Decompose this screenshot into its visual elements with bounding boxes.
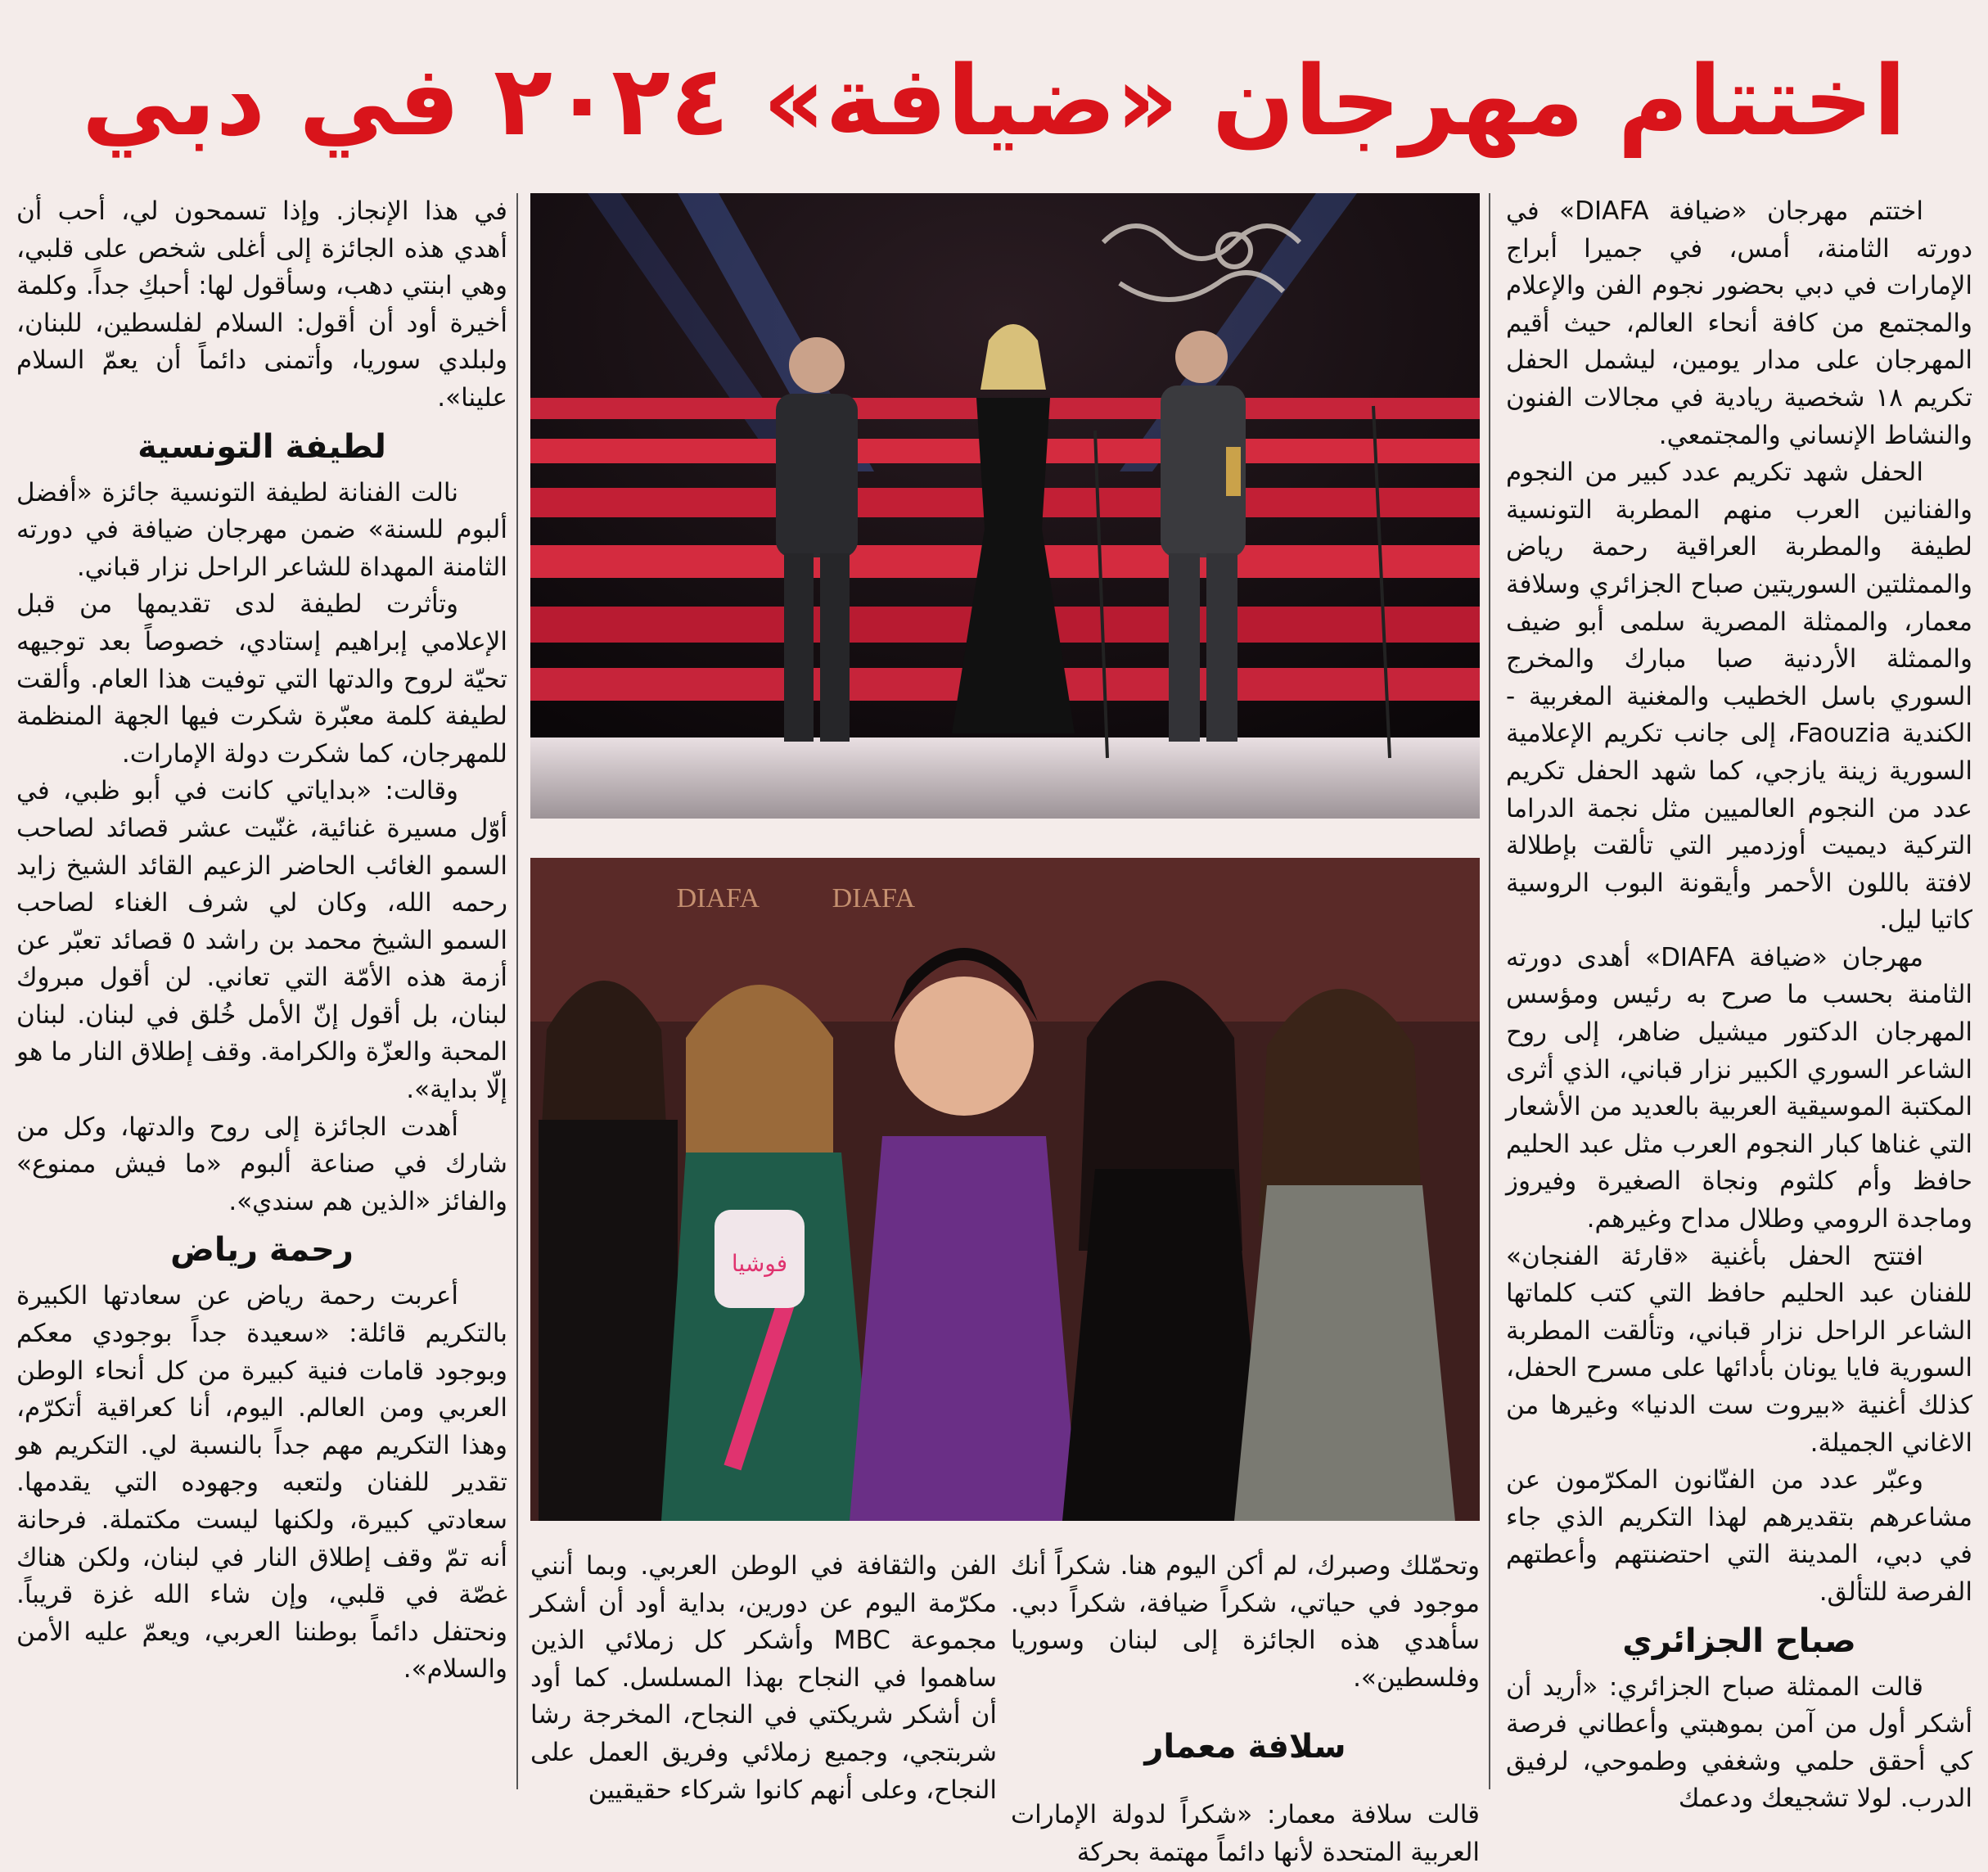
paragraph: الحفل شهد تكريم عدد كبير من النجوم والفنانين العرب منهم المطربة التونسية لطيفة والمطربة العراقية رحمة رياض والممثلتين السوريتين صباح الجزائري وسلافة معمار، والممثلة المصرية سلمى أبو ضيف والممثلة الأردنية صبا مبارك والمخرج السوري باسل الخطيب والمغنية المغربية - الكندية Faouzia، إلى جانب تكريم الإعلامية السورية زينة يازجي، كما شهد الحفل تكريم عدد من النجوم العالميين مثل نجمة الدراما التركية ديميت أوزدمير التي تألقت بإطلالة لافتة باللون الأحمر وأيقونة البوب الروسية كاتيا ليل.: [1506, 458, 1972, 936]
paragraph: وقالت: «بداياتي كانت في أبو ظبي، في أوّل مسيرة غنائية، غنّيت عشر قصائد لصاحب السمو الغائب الحاضر الزعيم القائد الشيخ زايد رحمه الله، وكان لي شرف الغناء لصاحب السمو الشيخ محمد بن راشد ٥ قصائد تعبّر عن أزمة هذه الأمّة التي تعاني. لن أقول مبروك لبنان، بل أقول إنّ الأمل خُلق في لبنان. لبنان المحبة والعزّة والكرامة. وقف إطلاق النار ما هو إلّا بداية».: [16, 776, 507, 1105]
paragraph: قالت سلافة معمار: «شكراً لدولة الإمارات العربية المتحدة لأنها دائماً مهتمة بحركة: [1011, 1800, 1480, 1867]
stage-photo: [530, 193, 1480, 819]
red-carpet-photo: [530, 858, 1480, 1521]
page-title: اختتام مهرجان «ضيافة» ٢٠٢٤ في دبي: [81, 44, 1907, 157]
paragraph: في هذا الإنجاز. وإذا تسمحون لي، أحب أن أهدي هذه الجائزة إلى أغلى شخص على قلبي، وهي ابنتي دهب، وسأقول لها: أحبكِ جداً. وكلمة أخيرة أود أن أقول: السلام لفلسطين، للبنان، ولبلدي سوريا، وأتمنى دائماً أن يعمّ السلام علينا».: [16, 196, 507, 413]
paragraph: افتتح الحفل بأغنية «قارئة الفنجان» للفنان عبد الحليم حافظ التي كتب كلماتها الشاعر الراحل نزار قباني، وتألقت المطربة السورية فايا يونان بأدائها على مسرح الحفل، كذلك أغنية «بيروت ست الدنيا» وغيرها من الاغاني الجميلة.: [1506, 1241, 1972, 1458]
column-divider: [516, 193, 518, 1789]
article-column-3: [530, 1522, 997, 1805]
diafa-banner: DIAFA: [832, 883, 915, 913]
diafa-banner: DIAFA: [676, 883, 760, 913]
subheading: لطيفة التونسية: [137, 427, 386, 466]
paragraph: مهرجان «ضيافة DIAFA» أهدى دورته الثامنة بحسب ما صرح به رئيس ومؤسس المهرجان الدكتور ميشيل ضاهر، إلى روح الشاعر السوري الكبير نزار قباني، الذي أثرى المكتبة الموسيقية العربية بالعديد من الأشعار التي غناها كبار النجوم العرب مثل عبد الحليم حافظ وأم كلثوم ونجاة الصغيرة وفيروز وماجدة الرومي وطلال مداح وغيرهم.: [1506, 942, 1972, 1234]
paragraph: أهدت الجائزة إلى روح والدتها، وكل من شارك في صناعة ألبوم «ما فيش ممنوع» والفائز «الذين هم سندي».: [16, 1112, 507, 1216]
column-divider: [1489, 193, 1490, 1789]
article-column-2: [1011, 1522, 1480, 1867]
paragraph: أعربت رحمة رياض عن سعادتها الكبيرة بالتكريم قائلة: «سعيدة جداً بوجودي معكم وبوجود قامات فنية كبيرة من كل أنحاء الوطن العربي ومن العالم. اليوم، أنا كعراقية أتكرّم، وهذا التكريم مهم جداً بالنسبة لي. التكريم هو تقدير للفنان ولتعبه وجهوده التي يقدمها. سعادتي كبيرة، ولكنها ليست مكتملة. فرحانة أنه تمّ وقف إطلاق النار في لبنان، ولكن هناك غصّة في قلبي، وإن شاء الله غزة قريباً. ونحتفل دائماً بوطننا العربي، ويعمّ عليه الأمن والسلام».: [16, 1281, 507, 1685]
paragraph: وتأثرت لطيفة لدى تقديمها من قبل الإعلامي إبراهيم إستادي، خصوصاً بعد توجيهه تحيّة لروح والدتها التي توفيت هذا العام. وألقت لطيفة كلمة معبّرة شكرت فيها الجهة المنظمة للمهرجان، كما شكرت دولة الإمارات.: [16, 589, 507, 769]
subheading: سلافة معمار: [1144, 1728, 1346, 1766]
paragraph: نالت الفنانة لطيفة التونسية جائزة «أفضل ألبوم للسنة» ضمن مهرجان ضيافة في دورته الثامنة المهداة للشاعر الراحل نزار قباني.: [16, 477, 507, 582]
paragraph: قالت الممثلة صباح الجزائري: «أريد أن أشكر أول من آمن بموهبتي وأعطاني فرصة كي أحقق حلمي وشغفي وطموحي، لرفيق الدرب. لولا تشجيعك ودعمك: [1506, 1671, 1972, 1814]
article-column-1: [1506, 193, 1972, 1814]
mic-brand: فوشيا: [731, 1250, 788, 1277]
article-column-4: [16, 193, 507, 1793]
paragraph: الفن والثقافة في الوطن العربي. وبما أنني مكرّمة اليوم عن دورين، بداية أود أن أشكر مجموعة MBC وأشكر كل زملائي الذين ساهموا في النجاح بهذا المسلسل. كما أود أن أشكر شريكتي في النجاح، المخرجة رشا شربتجي، وجميع زملائي وفريق العمل على النجاح، وعلى أنهم كانوا شركاء حقيقيين: [530, 1551, 997, 1805]
subheading: رحمة رياض: [170, 1231, 354, 1270]
paragraph: اختتم مهرجان «ضيافة DIAFA» في دورته الثامنة، أمس، في جميرا أبراج الإمارات في دبي بحضور نجوم الفن والإعلام والمجتمع من كافة أنحاء العالم، حيث أقيم المهرجان على مدار يومين، ليشمل الحفل تكريم ١٨ شخصية ريادية في مجالات الفنون والنشاط الإنساني والمجتمعي.: [1506, 196, 1972, 450]
paragraph: وعبّر عدد من الفنّانون المكرّمون عن مشاعرهم بتقديرهم لهذا التكريم الذي جاء في دبي، المدينة التي احتضنتهم وأعطتهم الفرصة للتألق.: [1506, 1465, 1972, 1607]
paragraph: وتحمّلك وصبرك، لم أكن اليوم هنا. شكراً أنك موجود في حياتي، شكراً ضيافة، شكراً دبي. سأهدي هذه الجائزة إلى لبنان وسوريا وفلسطين».: [1011, 1551, 1480, 1693]
subheading: صباح الجزائري: [1622, 1622, 1856, 1660]
